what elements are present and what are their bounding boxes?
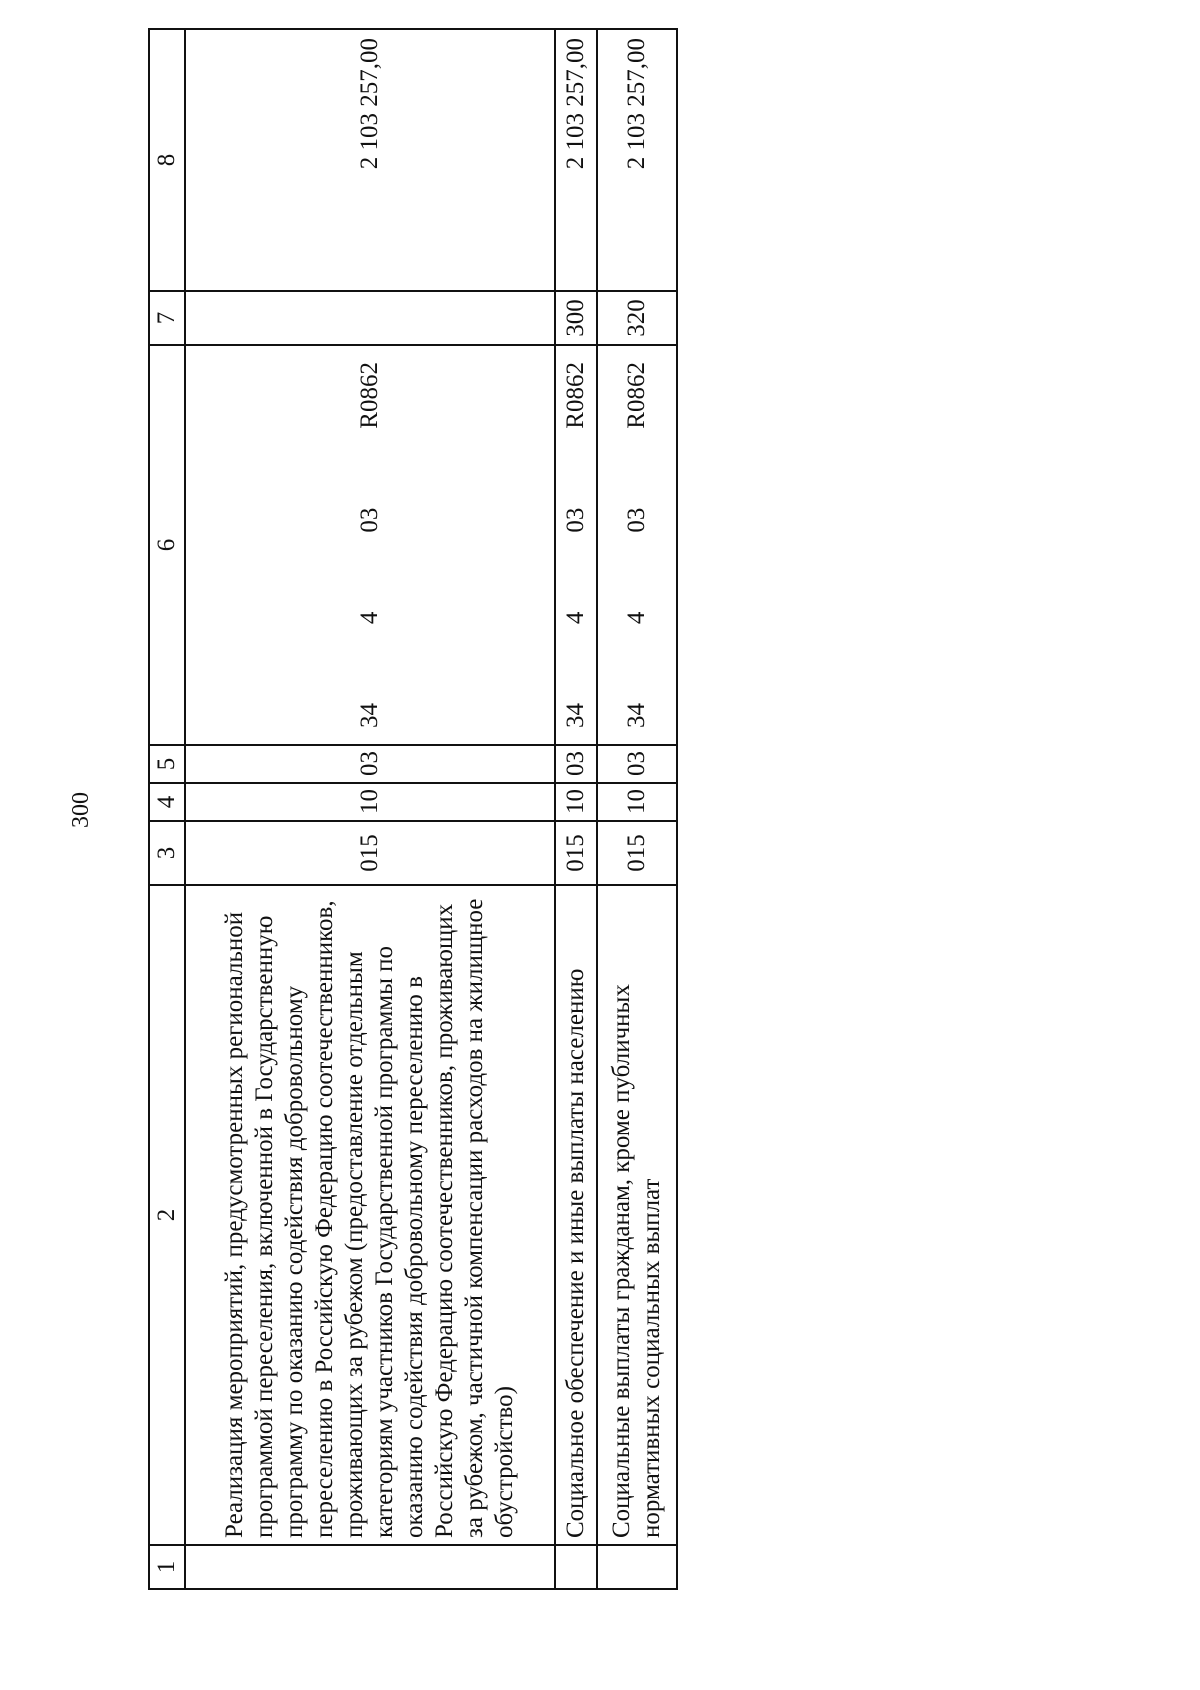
cell-name: Социальное обеспечение и иные выплаты населению xyxy=(555,885,597,1545)
cell-grbs: 015 xyxy=(597,821,677,885)
cell-pr: 03 xyxy=(555,745,597,783)
cell-grbs: 015 xyxy=(555,821,597,885)
header-cell-4: 4 xyxy=(149,783,185,821)
csr-direction: R0862 xyxy=(355,362,383,429)
csr-subprogram: 4 xyxy=(623,611,651,625)
csr-program: 34 xyxy=(562,703,589,728)
cell-sum: 2 103 257,00 xyxy=(185,29,555,291)
page-number: 300 xyxy=(68,792,94,828)
csr-event: 03 xyxy=(623,507,651,533)
cell-grbs: 015 xyxy=(185,821,555,885)
cell-rz: 10 xyxy=(185,783,555,821)
csr-subprogram: 4 xyxy=(562,611,589,625)
cell-sum: 2 103 257,00 xyxy=(555,29,597,291)
cell-vr: 300 xyxy=(555,291,597,345)
header-cell-8: 8 xyxy=(149,29,185,291)
csr-program: 34 xyxy=(355,703,383,728)
header-cell-6: 6 xyxy=(149,345,185,745)
csr-event: 03 xyxy=(562,507,589,533)
cell-rz: 10 xyxy=(597,783,677,821)
cell-csr xyxy=(597,345,677,745)
table-row xyxy=(185,29,555,1589)
cell-pr: 03 xyxy=(185,745,555,783)
cell-rz: 10 xyxy=(555,783,597,821)
cell-name: Социальные выплаты гражданам, кроме публичных нормативных социальных выплат xyxy=(597,885,677,1545)
header-cell-2: 2 xyxy=(149,885,185,1545)
header-cell-3: 3 xyxy=(149,821,185,885)
cell-number xyxy=(597,1545,677,1589)
cell-vr xyxy=(185,291,555,345)
csr-subprogram: 4 xyxy=(355,611,383,625)
cell-sum: 2 103 257,00 xyxy=(597,29,677,291)
csr-event: 03 xyxy=(355,507,383,533)
cell-number xyxy=(555,1545,597,1589)
cell-csr xyxy=(185,345,555,745)
table-row xyxy=(597,29,677,1589)
csr-direction: R0862 xyxy=(562,362,589,429)
cell-pr: 03 xyxy=(597,745,677,783)
cell-vr: 320 xyxy=(597,291,677,345)
header-cell-5: 5 xyxy=(149,745,185,783)
cell-name: Реализация мероприятий, предусмотренных региональной программой переселения, включенной в Государственную программу по оказанию содействия добровольному переселению в Российскую Федерацию соотечественников, проживающих за рубежом (предоставление отдельным категориям участников Государственной программы по оказанию содействия добровольному переселению в Российскую Федерацию соотечественников, проживающих за рубежом, частичной компенсации расходов на жилищное обустройство) xyxy=(185,885,555,1545)
csr-direction: R0862 xyxy=(623,362,651,429)
table-header-row xyxy=(149,29,185,1589)
budget-table xyxy=(148,28,678,1590)
csr-program: 34 xyxy=(623,703,651,728)
cell-number xyxy=(185,1545,555,1589)
rotated-page-content xyxy=(68,30,678,1590)
table-row xyxy=(555,29,597,1589)
cell-csr xyxy=(555,345,597,745)
header-cell-7: 7 xyxy=(149,291,185,345)
header-cell-1: 1 xyxy=(149,1545,185,1589)
